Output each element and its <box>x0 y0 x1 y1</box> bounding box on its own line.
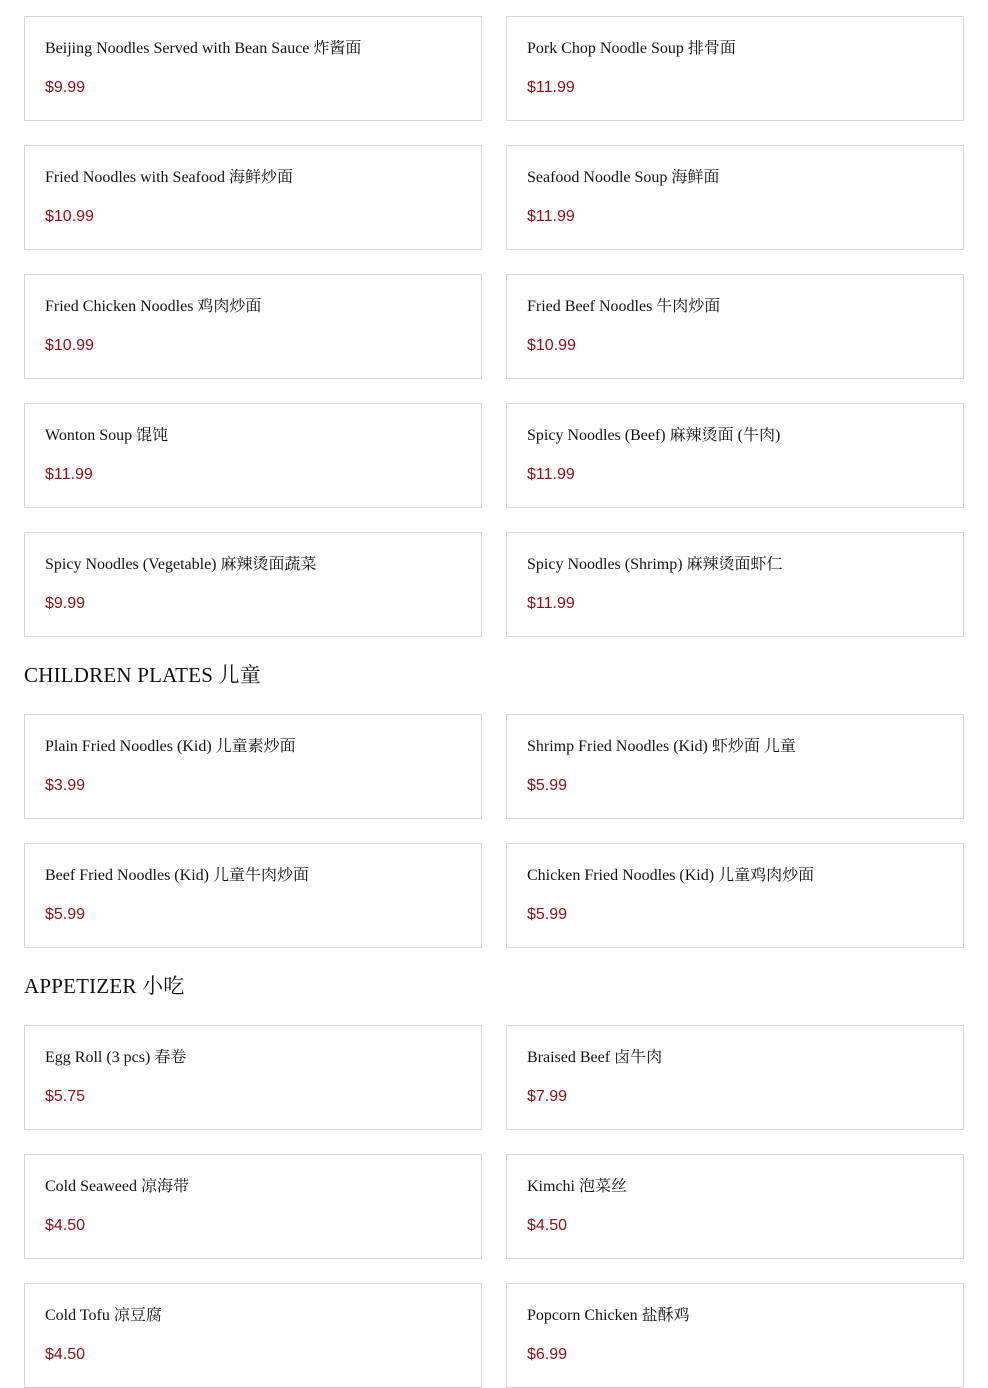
menu-item-name: Fried Chicken Noodles 鸡肉炒面 <box>45 298 262 315</box>
menu-item-name: Cold Tofu 凉豆腐 <box>45 1307 162 1324</box>
menu-item-name: Chicken Fried Noodles (Kid) 儿童鸡肉炒面 <box>527 867 815 884</box>
menu-item-price: $4.50 <box>527 1217 568 1234</box>
menu-item-card[interactable] <box>24 843 482 948</box>
menu-item-price: $7.99 <box>527 1088 568 1105</box>
section-title-children-plates: CHILDREN PLATES 儿童 <box>24 663 261 687</box>
menu-item-card[interactable] <box>506 145 964 250</box>
menu-item-name: Beijing Noodles Served with Bean Sauce 炸酱面 <box>45 40 362 57</box>
menu-grid-appetizer <box>24 1025 964 1388</box>
menu-item-name: Seafood Noodle Soup 海鲜面 <box>527 169 720 186</box>
menu-item-price: $6.99 <box>527 1346 568 1363</box>
menu-item-card[interactable] <box>24 1025 482 1130</box>
menu-item-price: $5.99 <box>527 777 568 794</box>
menu-item-card[interactable] <box>506 274 964 379</box>
menu-item-name: Egg Roll (3 pcs) 春卷 <box>45 1049 187 1066</box>
menu-item-card[interactable] <box>506 403 964 508</box>
menu-item-price: $3.99 <box>45 777 86 794</box>
menu-item-card[interactable] <box>24 145 482 250</box>
menu-item-card[interactable] <box>506 714 964 819</box>
menu-item-price: $11.99 <box>527 466 575 483</box>
menu-item-name: Spicy Noodles (Vegetable) 麻辣烫面蔬菜 <box>45 556 317 573</box>
menu-item-price: $11.99 <box>527 595 575 612</box>
menu-page <box>24 16 964 1388</box>
menu-item-card[interactable] <box>24 403 482 508</box>
menu-item-price: $5.99 <box>527 906 568 923</box>
menu-item-price: $5.99 <box>45 906 86 923</box>
menu-item-card[interactable] <box>506 532 964 637</box>
menu-item-price: $9.99 <box>45 79 86 96</box>
menu-item-card[interactable] <box>24 532 482 637</box>
menu-item-card[interactable] <box>24 274 482 379</box>
menu-item-name: Kimchi 泡菜丝 <box>527 1178 627 1195</box>
menu-item-card[interactable] <box>506 1154 964 1259</box>
menu-item-price: $9.99 <box>45 595 86 612</box>
menu-item-price: $11.99 <box>527 79 575 96</box>
menu-item-name: Popcorn Chicken 盐酥鸡 <box>527 1307 690 1324</box>
menu-item-name: Shrimp Fried Noodles (Kid) 虾炒面 儿童 <box>527 738 796 755</box>
menu-item-name: Spicy Noodles (Shrimp) 麻辣烫面虾仁 <box>527 556 783 573</box>
menu-item-name: Cold Seaweed 凉海带 <box>45 1178 189 1195</box>
menu-item-card[interactable] <box>506 16 964 121</box>
menu-item-price: $4.50 <box>45 1217 86 1234</box>
menu-item-price: $10.99 <box>527 337 576 354</box>
menu-item-price: $5.75 <box>45 1088 86 1105</box>
menu-item-price: $10.99 <box>45 208 94 225</box>
menu-item-name: Fried Beef Noodles 牛肉炒面 <box>527 298 721 315</box>
menu-item-price: $4.50 <box>45 1346 86 1363</box>
menu-item-price: $11.99 <box>527 208 575 225</box>
menu-item-name: Braised Beef 卤牛肉 <box>527 1049 663 1066</box>
menu-item-name: Plain Fried Noodles (Kid) 儿童素炒面 <box>45 738 296 755</box>
menu-item-price: $10.99 <box>45 337 94 354</box>
menu-grid-children <box>24 714 964 948</box>
menu-grid-noodles <box>24 16 964 637</box>
menu-item-card[interactable] <box>506 1025 964 1130</box>
menu-item-card[interactable] <box>24 16 482 121</box>
menu-item-card[interactable] <box>24 1283 482 1388</box>
menu-item-name: Pork Chop Noodle Soup 排骨面 <box>527 40 736 57</box>
menu-item-name: Fried Noodles with Seafood 海鲜炒面 <box>45 169 293 186</box>
menu-item-card[interactable] <box>24 1154 482 1259</box>
menu-item-card[interactable] <box>506 1283 964 1388</box>
menu-item-name: Wonton Soup 馄饨 <box>45 427 169 444</box>
section-title-appetizer: APPETIZER 小吃 <box>24 974 185 998</box>
menu-item-card[interactable] <box>506 843 964 948</box>
menu-item-price: $11.99 <box>45 466 93 483</box>
menu-item-card[interactable] <box>24 714 482 819</box>
menu-item-name: Spicy Noodles (Beef) 麻辣烫面 (牛肉) <box>527 427 781 444</box>
menu-item-name: Beef Fried Noodles (Kid) 儿童牛肉炒面 <box>45 867 309 884</box>
